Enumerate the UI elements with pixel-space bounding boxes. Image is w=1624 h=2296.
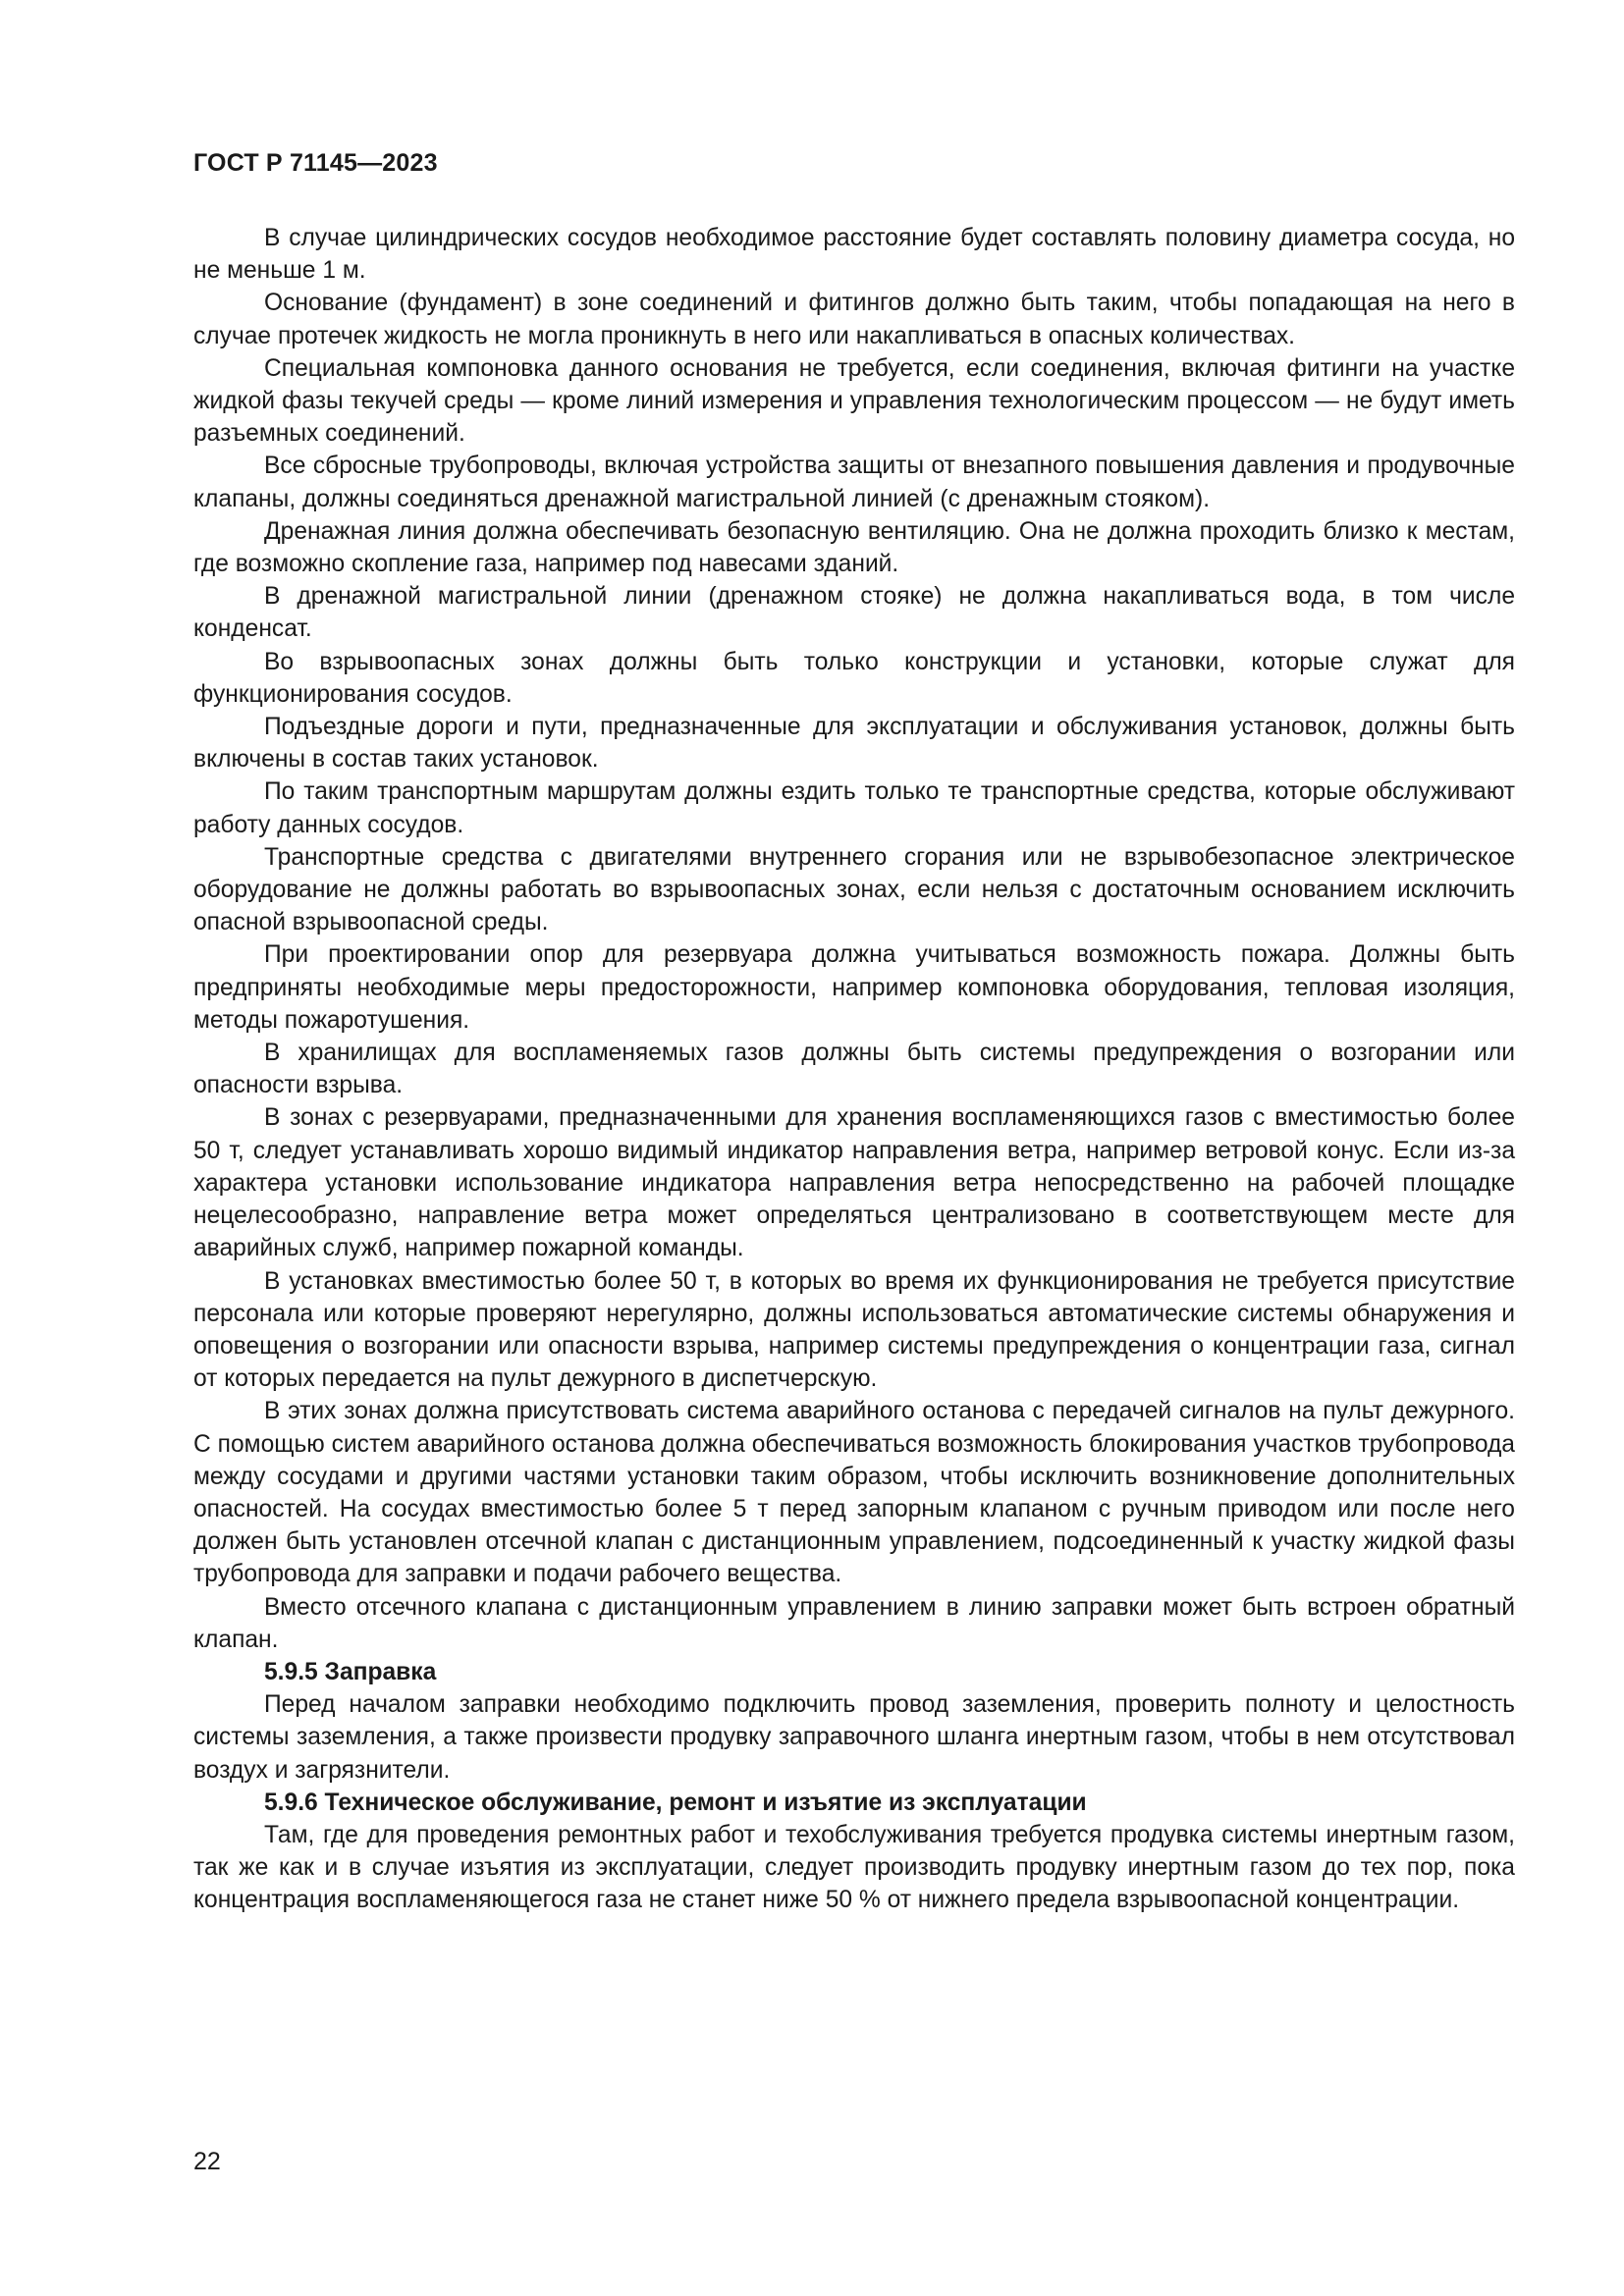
paragraph: В установках вместимостью более 50 т, в которых во время их функционирования не требуется присутствие персонала или которые проверяют нерегулярно, должны использоваться автоматические системы обнаружения и оповещения о возгорании или опасности взрыва, например системы предупреждения о концентрации газа, сигнал от которых передается на пульт дежурного в диспетчерскую. [193,1267,1515,1393]
paragraph: При проектировании опор для резервуара должна учитываться возможность пожара. Должны быть предприняты необходимые меры предосторожности, например компоновка оборудования, тепловая изоляция, методы пожаротушения. [193,941,1515,1034]
paragraph: Там, где для проведения ремонтных работ и техобслуживания требуется продувка системы инертным газом, так же как и в случае изъятия из эксплуатации, следует производить продувку инертным газом до тех пор, пока концентрация воспламеняющегося газа не станет ниже 50 % от нижнего предела взрывоопасной концентрации. [193,1821,1515,1914]
document-body [193,222,1515,1917]
paragraph: Подъездные дороги и пути, предназначенные для эксплуатации и обслуживания установок, должны быть включены в состав таких установок. [193,714,1515,774]
paragraph: Специальная компоновка данного основания не требуется, если соединения, включая фитинги на участке жидкой фазы текучей среды — кроме линий измерения и управления технологическим процессом — не будут иметь разъемных соединений. [193,354,1515,448]
paragraph: В этих зонах должна присутствовать система аварийного останова с передачей сигналов на пульт дежурного. С помощью систем аварийного останова должна обеспечиваться возможность блокирования участков трубопровода между сосудами и другими частями установки таким образом, чтобы исключить возникновение дополнительных опасностей. На сосудах вместимостью более 5 т перед запорным клапаном с ручным приводом или после него должен быть установлен отсечной клапан с дистанционным управлением, подсоединенный к участку жидкой фазы трубопровода для заправки и подачи рабочего вещества. [193,1398,1515,1588]
paragraph: Перед началом заправки необходимо подключить провод заземления, проверить полноту и целостность системы заземления, а также произвести продувку заправочного шланга инертным газом, чтобы в нем отсутствовал воздух и загрязнители. [193,1691,1515,1784]
paragraph: Основание (фундамент) в зоне соединений и фитингов должно быть таким, чтобы попадающая на него в случае протечек жидкость не могла проникнуть в него или накапливаться в опасных количествах. [193,290,1515,349]
paragraph: Транспортные средства с двигателями внутреннего сгорания или не взрывобезопасное электрическое оборудование не должны работать во взрывоопасных зонах, если нельзя с достаточным основанием исключить опасной взрывоопасной среды. [193,843,1515,936]
section-heading-maintenance: 5.9.6 Техническое обслуживание, ремонт и изъятие из эксплуатации [264,1789,1087,1816]
page-number: 22 [193,2148,221,2175]
section-heading-refueling: 5.9.5 Заправка [264,1658,437,1685]
paragraph: Во взрывоопасных зонах должны быть только конструкции и установки, которые служат для функционирования сосудов. [193,648,1515,708]
paragraph: Вместо отсечного клапана с дистанционным управлением в линию заправки может быть встроен обратный клапан. [193,1593,1515,1653]
document-header: ГОСТ Р 71145—2023 [193,149,438,177]
paragraph: Все сбросные трубопроводы, включая устройства защиты от внезапного повышения давления и продувочные клапаны, должны соединяться дренажной магистральной линией (с дренажным стояком). [193,453,1515,512]
paragraph: По таким транспортным маршрутам должны ездить только те транспортные средства, которые обслуживают работу данных сосудов. [193,778,1515,838]
paragraph: В случае цилиндрических сосудов необходимое расстояние будет составлять половину диаметра сосуда, но не меньше 1 м. [193,225,1515,285]
paragraph: В зонах с резервуарами, предназначенными для хранения воспламеняющихся газов с вместимостью более 50 т, следует устанавливать хорошо видимый индикатор направления ветра, например ветровой конус. Если из-за характера установки использование индикатора направления ветра непосредственно на рабочей площадке нецелесообразно, направление ветра может определяться централизовано в соответствующем месте для аварийных служб, например пожарной команды. [193,1104,1515,1262]
paragraph: Дренажная линия должна обеспечивать безопасную вентиляцию. Она не должна проходить близко к местам, где возможно скопление газа, например под навесами зданий. [193,517,1515,578]
paragraph: В дренажной магистральной линии (дренажном стояке) не должна накапливаться вода, в том числе конденсат. [193,583,1515,643]
paragraph: В хранилищах для воспламеняемых газов должны быть системы предупреждения о возгорании или опасности взрыва. [193,1040,1515,1099]
